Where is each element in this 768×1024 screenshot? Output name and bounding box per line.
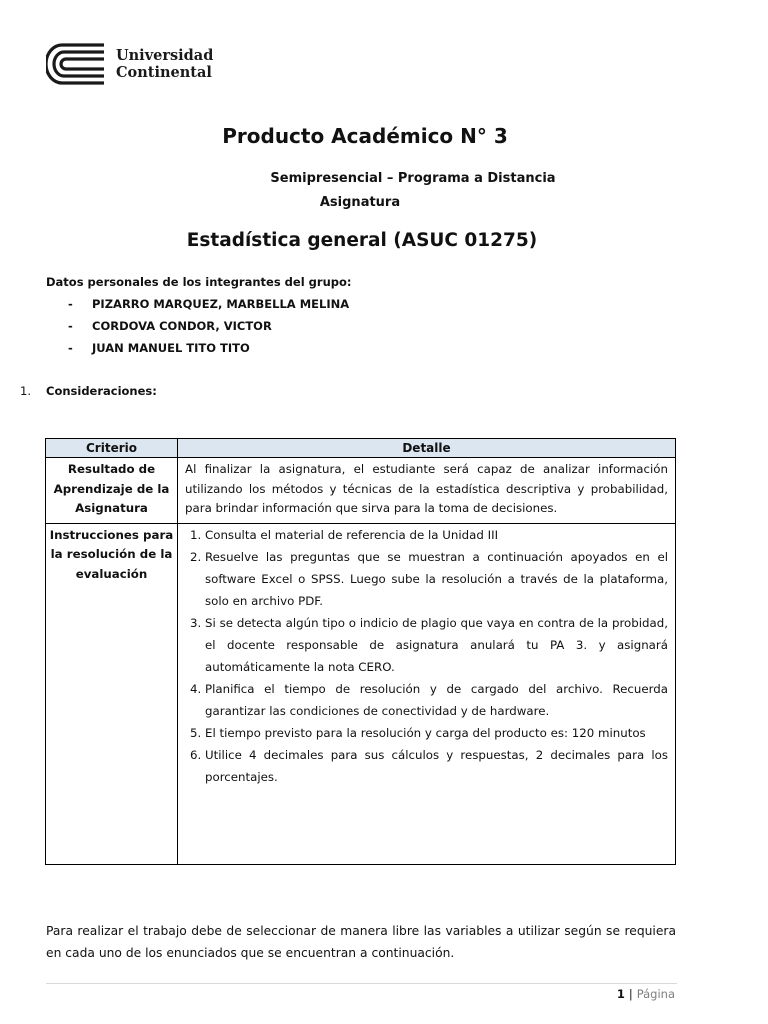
page-label: Página xyxy=(636,987,675,1001)
list-item: 2. Resuelve las preguntas que se muestran a continuación apoyados en el software Excel o SPSS. Luego sube la resolución a través de la plataforma, solo en archivo PDF. xyxy=(205,546,668,612)
criteria-table xyxy=(45,438,676,865)
course-name: Estadística general (ASUC 01275) xyxy=(186,230,538,251)
criterion-cell: Instrucciones para la resolución de la evaluación xyxy=(46,523,178,864)
criterion-cell: Resultado de Aprendizaje de la Asignatura xyxy=(46,458,178,524)
table-row xyxy=(46,458,676,524)
list-item: - CORDOVA CONDOR, VICTOR xyxy=(68,319,272,333)
university-logo xyxy=(46,42,213,86)
page-number: 1 xyxy=(616,987,625,1001)
list-item: 5. El tiempo previsto para la resolución y carga del producto es: 120 minutos xyxy=(205,722,668,744)
section-heading: 1. Consideraciones: xyxy=(20,384,157,398)
table-row xyxy=(46,523,676,864)
subject-label: Asignatura xyxy=(319,195,401,210)
table-header-row xyxy=(46,439,676,458)
document-title: Producto Académico N° 3 xyxy=(222,124,508,148)
page-footer: 1 | Página xyxy=(616,987,675,1001)
footer-divider xyxy=(46,983,677,984)
members-list xyxy=(68,296,349,362)
column-header-detalle: Detalle xyxy=(178,439,676,458)
continental-logo-icon xyxy=(46,42,106,86)
list-item: - PIZARRO MARQUEZ, MARBELLA MELINA xyxy=(68,297,350,311)
list-item: 6. Utilice 4 decimales para sus cálculos y respuestas, 2 decimales para los porcentajes. xyxy=(205,744,668,788)
detail-cell: Al finalizar la asignatura, el estudiante será capaz de analizar información utilizando los métodos y técnicas de la estadística descriptiva y probabilidad, para brindar información que sirva para la toma de decisiones. xyxy=(178,458,676,524)
members-heading: Datos personales de los integrantes del grupo: xyxy=(46,275,352,289)
university-name: Universidad Continental xyxy=(116,47,214,81)
list-item: - JUAN MANUEL TITO TITO xyxy=(68,341,250,355)
instructions-paragraph: Para realizar el trabajo debe de seleccionar de manera libre las variables a utilizar según se requiera en cada uno de los enunciados que se encuentran a continuación. xyxy=(46,924,676,960)
list-item: 3. Si se detecta algún tipo o indicio de plagio que vaya en contra de la probidad, el docente responsable de asignatura anulará tu PA 3. y asignará automáticamente la nota CERO. xyxy=(205,612,668,678)
list-item: 4. Planifica el tiempo de resolución y de cargado del archivo. Recuerda garantizar las condiciones de conectividad y de hardware. xyxy=(205,678,668,722)
instructions-list xyxy=(185,524,668,788)
column-header-criterio: Criterio xyxy=(46,439,178,458)
list-item: 1. Consulta el material de referencia de la Unidad III xyxy=(205,524,668,546)
modality-subtitle: Semipresencial – Programa a Distancia xyxy=(270,171,556,186)
detail-cell xyxy=(178,523,676,864)
